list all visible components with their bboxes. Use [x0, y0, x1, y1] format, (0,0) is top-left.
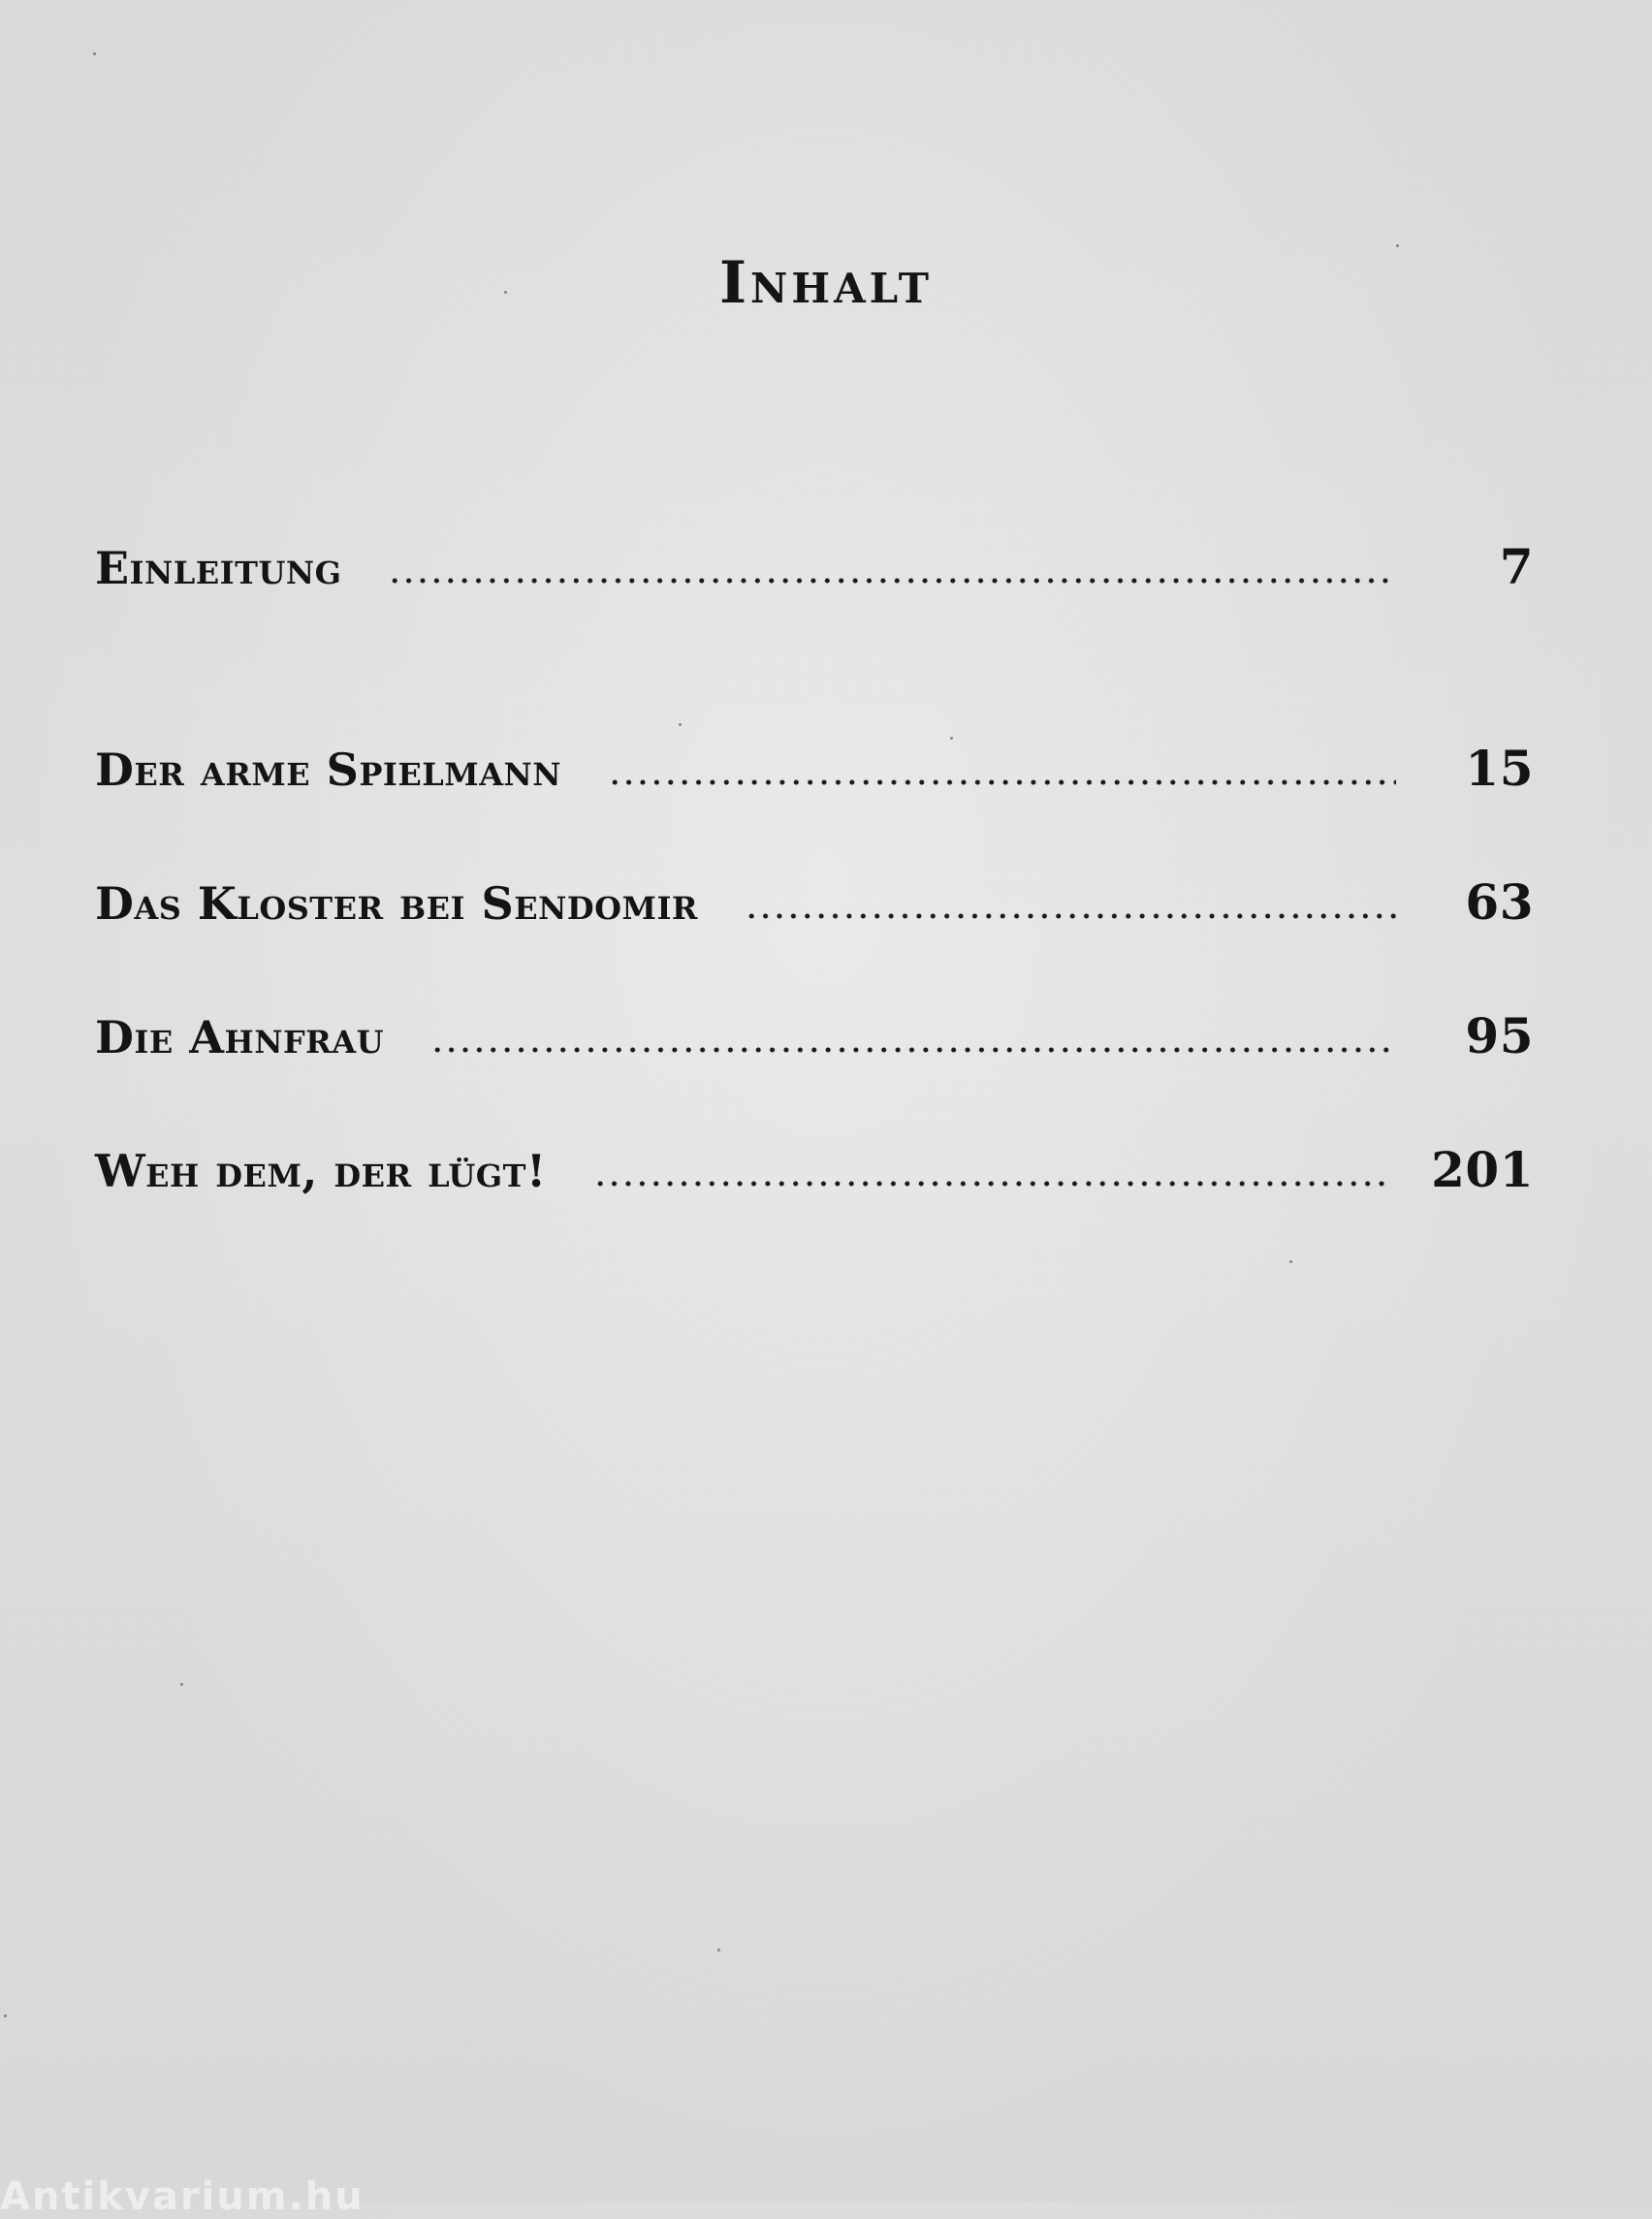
toc-entry-page-number: 95	[1465, 1007, 1534, 1064]
toc-entry-label: Einleitung	[95, 542, 342, 594]
toc-entry-einleitung	[95, 538, 1534, 595]
dot-leader	[745, 913, 1396, 919]
toc-entry-der-arme-spielmann	[95, 740, 1534, 797]
toc-entry-page-number: 63	[1465, 873, 1534, 931]
toc-entry-page-number: 201	[1431, 1141, 1534, 1198]
dot-leader	[430, 1047, 1396, 1053]
table-of-contents	[95, 0, 1534, 2203]
toc-entry-label: Der arme Spielmann	[95, 744, 562, 796]
dot-leader	[388, 578, 1396, 584]
page-title: Inhalt	[718, 249, 934, 317]
toc-entry-page-number: 7	[1499, 538, 1534, 595]
toc-entry-das-kloster-bei-sendomir	[95, 873, 1534, 931]
toc-entry-weh-dem-der-luegt	[95, 1141, 1534, 1198]
watermark: Antikvarium.hu	[0, 2174, 365, 2219]
toc-entry-label: Das Kloster bei Sendomir	[95, 877, 699, 930]
toc-entry-label: Weh dem, der lügt!	[95, 1145, 547, 1197]
dot-leader	[608, 779, 1396, 785]
toc-entry-die-ahnfrau	[95, 1007, 1534, 1064]
dot-leader	[593, 1181, 1386, 1187]
toc-entry-label: Die Ahnfrau	[95, 1011, 384, 1063]
toc-entry-page-number: 15	[1465, 740, 1534, 797]
